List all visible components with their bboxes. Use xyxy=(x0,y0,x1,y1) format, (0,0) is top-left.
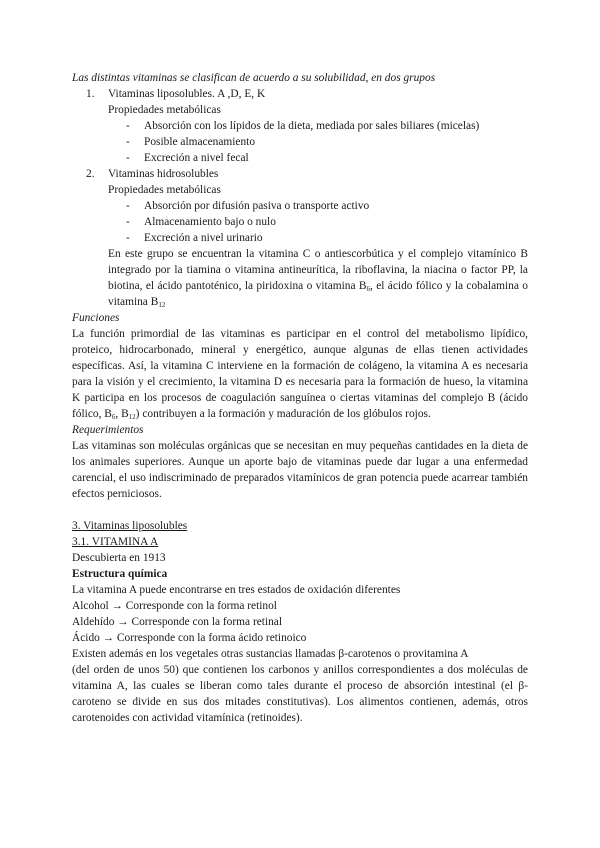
caroteno-line: Existen además en los vegetales otras sustancias llamadas β-carotenos o provitamina A xyxy=(72,648,469,660)
group-1-item: - Posible almacenamiento xyxy=(126,136,256,148)
requerimientos-paragraph: Las vitaminas son moléculas orgánicas que se necesitan en muy pequeñas cantidades en la dieta de los animales superiores. Aunque un aporte bajo de vitaminas puede dar lugar a una enfermedad carencial, el uso indiscriminado de preparados vitamínicos de gran potencia puede acarrear también efectos perniciosos. xyxy=(72,440,528,500)
hydrosoluble-paragraph: En este grupo se encuentran la vitamina C o antiescorbútica y el complejo vitamínico B integrado por la tiamina o vitamina antineurítica, la riboflavina, la niacina o factor PP, la biotina, el ácido pantoténico, la piridoxina o vitamina $B_6$, el ácido fólico y la cobalamina o vitamina $B_{12}$ xyxy=(108,248,528,309)
discovered-line: Descubierta en 1913 xyxy=(72,552,166,564)
group-1-title xyxy=(72,86,528,102)
caroteno-paragraph: (del orden de unos 50) que contienen los carbonos y anillos correspondientes a dos moléculas de vitamina A, las cuales se liberan como tales durante el proceso de absorción intestinal (el β-caroteno se divide en sus dos mitades constitutivas). Los alimentos contienen, además, otros carotenoides con actividad vitamínica (retinoides). xyxy=(72,664,528,724)
group-2-item: - Almacenamiento bajo o nulo xyxy=(126,216,276,228)
group-2-item: - Excreción a nivel urinario xyxy=(126,232,263,244)
document-page xyxy=(72,70,528,726)
group-2-item: - Absorción por difusión pasiva o transporte activo xyxy=(126,200,370,212)
group-1-label: Vitaminas liposolubles. A ,D, E, K xyxy=(108,88,266,100)
group-2-props: Propiedades metabólicas xyxy=(108,184,221,196)
group-1-item: - Absorción con los lípidos de la dieta, mediada por sales biliares (micelas) xyxy=(126,120,480,132)
group-1-number: 1. xyxy=(86,88,95,100)
estados-line: La vitamina A puede encontrarse en tres estados de oxidación diferentes xyxy=(72,584,401,596)
group-2-title xyxy=(72,166,528,182)
group-1-props: Propiedades metabólicas xyxy=(108,104,221,116)
funciones-paragraph: La función primordial de las vitaminas es participar en el control del metabolismo lipídico, proteico, hidrocarbonado, mineral y energético, aunque algunas de ellas tienen actividades específicas. Así, la vitamina C interviene en la formación de colágeno, la vitamina A es necesaria para la visión y el crecimiento, la vitamina D es necesaria para la formación de hueso, la vitamina K participa en los procesos de coagulación sanguínea o ciertas vitaminas del complejo B (ácido fólico, $B_6$, $B_{12}$) contribuyen a la formación y maduración de los glóbulos rojos. xyxy=(72,328,528,421)
section-3-1-title: 3.1. VITAMINA A xyxy=(72,536,159,548)
group-2-number: 2. xyxy=(86,168,95,180)
estructura-heading: Estructura química xyxy=(72,568,168,580)
requerimientos-heading: Requerimientos xyxy=(72,424,144,436)
form-line: Ácido → Corresponde con la forma ácido retinoico xyxy=(72,632,307,644)
intro-line: Las distintas vitaminas se clasifican de acuerdo a su solubilidad, en dos grupos xyxy=(72,72,436,84)
section-3-title: 3. Vitaminas liposolubles xyxy=(72,520,188,532)
funciones-heading: Funciones xyxy=(72,312,120,324)
form-line: Aldehído → Corresponde con la forma retinal xyxy=(72,616,283,628)
form-line: Alcohol → Corresponde con la forma retinol xyxy=(72,600,277,612)
group-1-item: - Excreción a nivel fecal xyxy=(126,152,249,164)
group-2-label: Vitaminas hidrosolubles xyxy=(108,168,219,180)
